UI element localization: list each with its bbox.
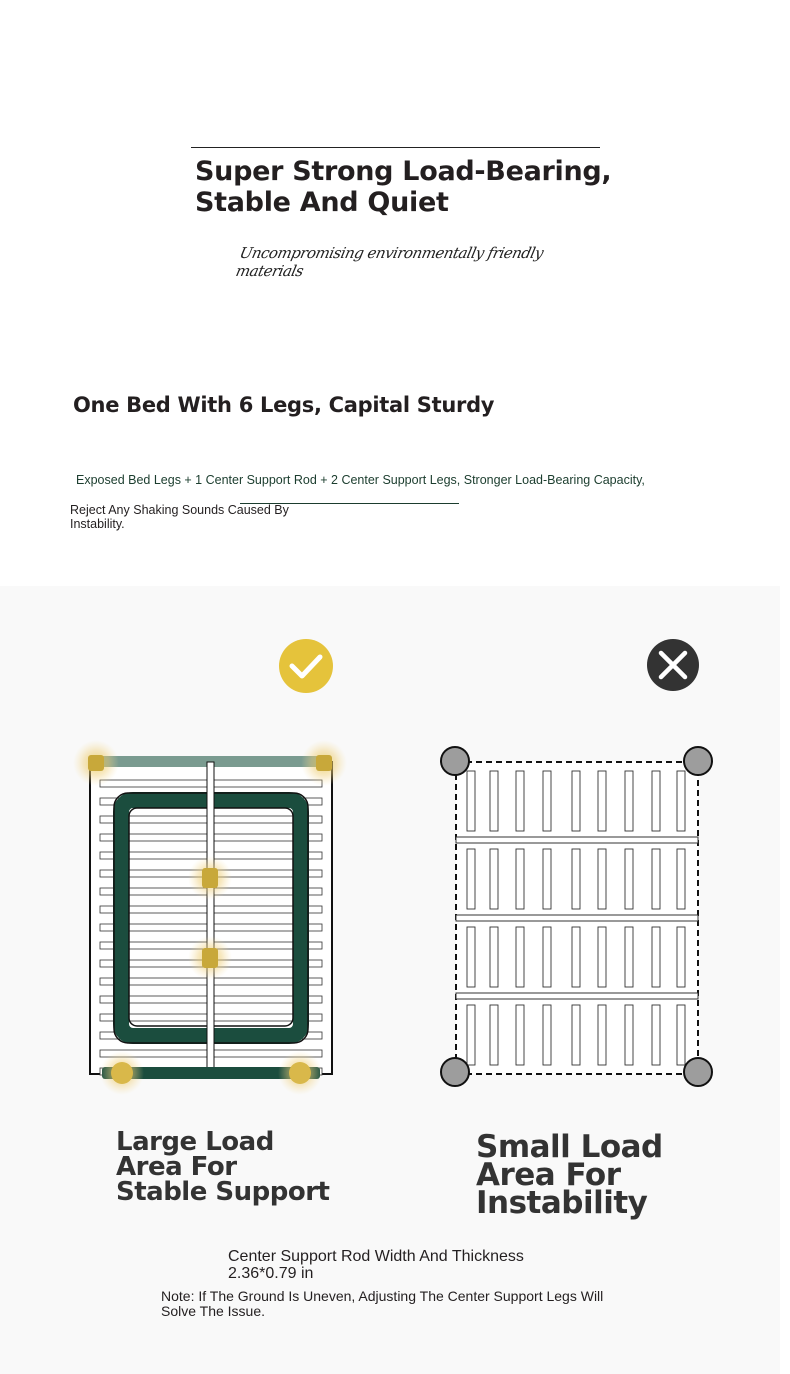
instability-label-line-2: Area For	[476, 1157, 621, 1193]
vertical-slat	[467, 771, 475, 831]
vertical-slat	[652, 771, 660, 831]
rod-spec-title: Center Support Rod Width And Thickness	[228, 1248, 524, 1265]
comparison-diagram	[0, 586, 780, 1106]
rod-spec-value: 2.36*0.79 in	[228, 1265, 314, 1282]
adjustment-note: Note: If The Ground Is Uneven, Adjusting The Center Support Legs Will Solve The Issue.	[161, 1288, 604, 1319]
vertical-slat	[625, 1005, 633, 1065]
vertical-slat	[543, 849, 551, 909]
cross-rail	[456, 993, 698, 999]
vertical-slat	[652, 1005, 660, 1065]
vertical-slat	[490, 771, 498, 831]
headline-line-2: Stable And Quiet	[195, 187, 449, 218]
vertical-slat	[490, 849, 498, 909]
vertical-slat	[677, 771, 685, 831]
vertical-slat	[572, 849, 580, 909]
cross-rail	[456, 837, 698, 843]
vertical-slat	[677, 849, 685, 909]
vertical-slat	[625, 927, 633, 987]
vertical-slat	[598, 849, 606, 909]
vertical-slat	[572, 1005, 580, 1065]
vertical-slat	[677, 927, 685, 987]
vertical-slat	[598, 771, 606, 831]
stable-label-line-3: Stable Support	[116, 1177, 330, 1207]
section-title: One Bed With 6 Legs, Capital Sturdy	[73, 393, 495, 417]
check-icon	[279, 639, 333, 693]
header-divider	[191, 147, 600, 148]
instability-label-line-1: Small Load	[476, 1129, 663, 1165]
bed-frame-stable	[90, 756, 332, 1079]
stable-label-line-2: Area For	[116, 1152, 237, 1182]
vertical-slat	[652, 927, 660, 987]
stable-support-label	[116, 1127, 376, 1207]
script-tagline: Uncompromising environmentally friendly materials	[234, 244, 545, 280]
vertical-slat	[516, 849, 524, 909]
vertical-slat	[625, 849, 633, 909]
vertical-slat	[516, 1005, 524, 1065]
feature-description: Exposed Bed Legs + 1 Center Support Rod + 2 Center Support Legs, Stronger Load-Bearing Capacity,	[76, 473, 645, 487]
vertical-slat	[572, 771, 580, 831]
stable-label-line-1: Large Load	[116, 1127, 274, 1157]
close-icon	[647, 639, 699, 691]
vertical-slat	[543, 771, 551, 831]
vertical-slat	[598, 1005, 606, 1065]
vertical-slat	[652, 849, 660, 909]
bed-frame-unstable	[441, 747, 712, 1086]
vertical-slat	[467, 1005, 475, 1065]
vertical-slat	[516, 927, 524, 987]
vertical-slat	[490, 1005, 498, 1065]
vertical-slat	[625, 771, 633, 831]
headline-line-1: Super Strong Load-Bearing,	[195, 156, 612, 187]
feature-note: Reject Any Shaking Sounds Caused By Instability.	[70, 503, 289, 531]
vertical-slat	[543, 1005, 551, 1065]
vertical-slat	[598, 927, 606, 987]
vertical-slat	[572, 927, 580, 987]
vertical-slat	[516, 771, 524, 831]
instability-label	[476, 1129, 736, 1221]
vertical-slat	[543, 927, 551, 987]
vertical-slat	[677, 1005, 685, 1065]
page-headline	[195, 156, 615, 218]
vertical-slat	[467, 849, 475, 909]
vertical-slat	[490, 927, 498, 987]
instability-label-line-3: Instability	[476, 1185, 648, 1221]
cross-rail	[456, 915, 698, 921]
vertical-slat	[467, 927, 475, 987]
